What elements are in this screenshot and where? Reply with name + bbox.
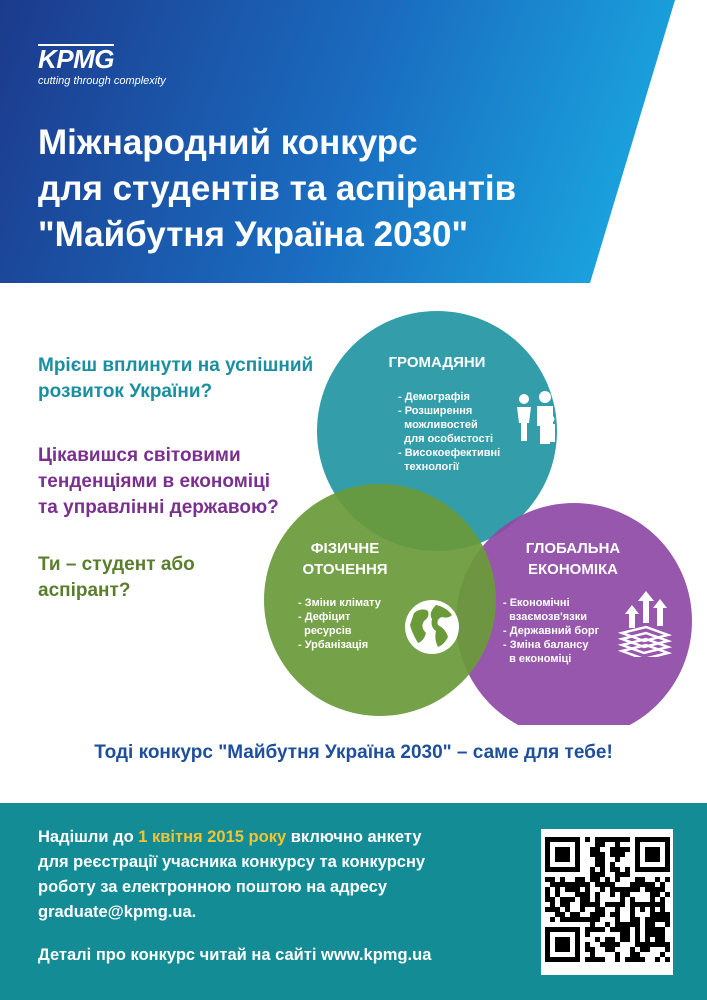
list-item: в економіці: [503, 653, 572, 665]
list-item: - Державний борг: [503, 625, 600, 637]
text-segment: Надішли до: [38, 828, 139, 846]
submission-line: [38, 825, 518, 850]
page-title: [38, 120, 598, 258]
submission-line: роботу за електронною поштою на адресу: [38, 878, 387, 896]
money-growth-icon: [616, 589, 672, 657]
question-interest: [38, 443, 279, 521]
title-line: ЕКОНОМІКА: [528, 561, 618, 578]
title-line: "Майбутня Україна 2030": [38, 215, 469, 254]
question-line: Ти – студент або: [38, 554, 195, 575]
qr-code-graphic: [541, 829, 673, 975]
logo-mark: KPMG: [38, 44, 114, 74]
list-item: для особистості: [398, 433, 494, 445]
physical-title: [290, 538, 400, 580]
list-item: - Дефіцит: [298, 611, 351, 623]
submission-info: [38, 825, 518, 925]
title-line: ГЛОБАЛЬНА: [525, 540, 621, 557]
title-line: для студентів та аспірантів: [38, 169, 517, 208]
title-line: Міжнародний конкурс: [38, 123, 418, 162]
list-item: - Урбанізація: [298, 639, 369, 651]
global-title: [508, 538, 638, 580]
list-item: - Розширення: [398, 405, 473, 417]
list-item: взаємозв'язки: [503, 611, 587, 623]
list-item: можливостей: [398, 419, 478, 431]
venn-diagram: [250, 305, 700, 725]
list-item: технології: [398, 461, 459, 473]
email-address[interactable]: graduate@kpmg.ua.: [38, 903, 197, 921]
question-line: Цікавишся світовими: [38, 445, 241, 466]
list-item: - Економічні: [503, 597, 570, 609]
submission-line: для реєстрації учасника конкурсу та конкурсну: [38, 853, 426, 871]
text-segment: включно анкету: [286, 828, 422, 846]
qr-code-icon[interactable]: [541, 829, 673, 975]
list-item: - Високоефективні: [398, 447, 501, 459]
list-item: ресурсів: [298, 625, 352, 637]
question-line: тенденціями в економіці: [38, 471, 271, 492]
global-list: [503, 596, 599, 666]
question-line: розвиток України?: [38, 381, 213, 402]
globe-icon: [402, 597, 462, 657]
footer-panel: [0, 803, 707, 1000]
question-line: аспірант?: [38, 580, 131, 601]
details-link[interactable]: Деталі про конкурс читай на сайті www.kpmg.ua: [38, 946, 432, 964]
kpmg-logo: [38, 44, 166, 87]
list-item: - Демографія: [398, 391, 470, 403]
question-line: Мрієш вплинути на успішний: [38, 355, 314, 376]
question-line: та управлінні державою?: [38, 497, 279, 518]
physical-list: [298, 596, 381, 652]
title-line: ОТОЧЕННЯ: [302, 561, 388, 578]
people-icon: [514, 391, 576, 447]
tagline: Тоді конкурс "Майбутня Україна 2030" – саме для тебе!: [94, 742, 613, 763]
header-banner: [0, 0, 707, 283]
deadline-date: 1 квітня 2015 року: [138, 828, 287, 846]
list-item: - Зміна балансу: [503, 639, 589, 651]
title-line: ФІЗИЧНЕ: [310, 540, 380, 557]
list-item: - Зміни клімату: [298, 597, 381, 609]
logo-tagline: cutting through complexity: [38, 75, 166, 87]
question-student: [38, 552, 195, 604]
citizens-title: ГРОМАДЯНИ: [388, 354, 486, 371]
citizens-list: [398, 390, 500, 474]
